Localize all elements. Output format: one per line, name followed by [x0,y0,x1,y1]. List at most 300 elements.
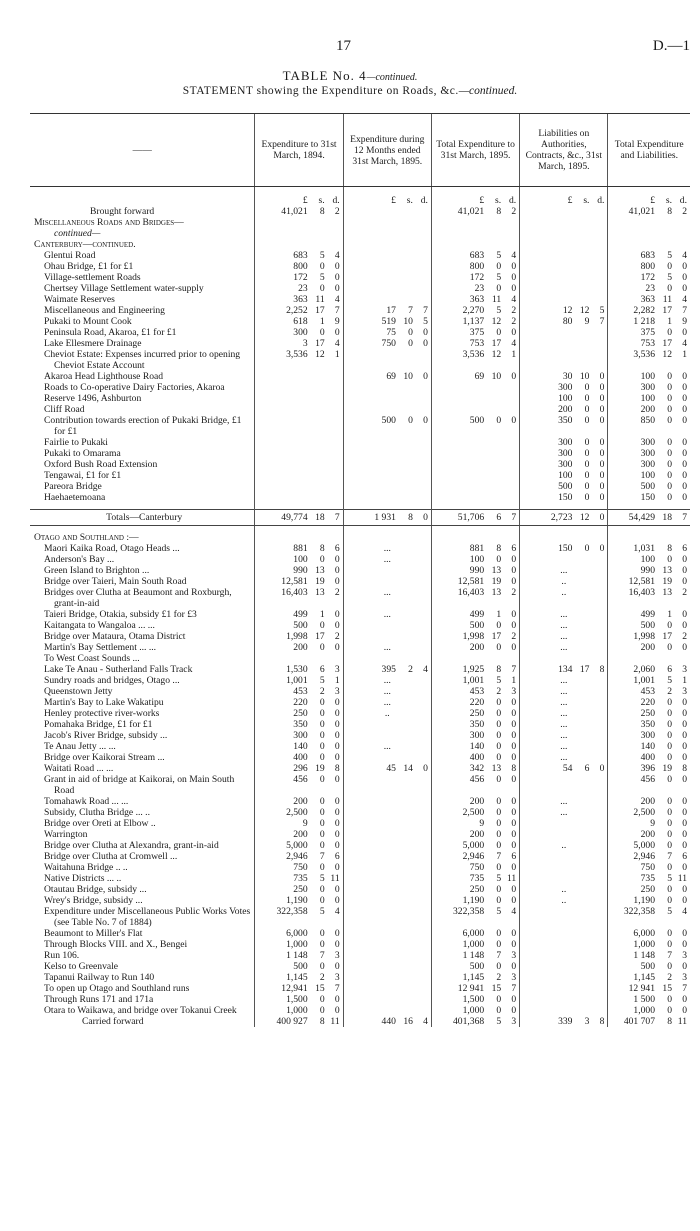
canterbury-row-desc [30,382,255,393]
otago-row-value5-pence: 0 [682,697,687,708]
otago-row-desc [30,554,255,565]
otago-row-col1 [255,587,343,609]
canterbury-row-value5-pence: 4 [682,294,687,305]
otago-row-col1 [255,686,343,697]
otago-row-value3-pence: 1 [511,675,517,686]
otago-row-col1 [255,1005,343,1016]
canterbury-row-value4-pence: 0 [599,393,605,404]
otago-row-col2 [343,664,431,675]
otago-row-col1 [255,840,343,851]
otago-row [30,543,690,554]
otago-row-value1 [255,719,342,730]
canterbury-row-value4-pounds: 300 [558,437,573,448]
canterbury-total-row-col1 [255,510,343,526]
otago-row-col1 [255,851,343,862]
otago-row-col3 [431,675,519,686]
canterbury-row-value2-pounds: 500 [381,415,396,426]
otago-row-value3-pounds: 1,190 [462,895,485,906]
otago-row-value3-pounds: 1,145 [462,972,485,983]
otago-row-value5-shillings: 0 [667,895,672,906]
canterbury-row-col2 [343,305,431,316]
canterbury-row-value5-pounds: 300 [640,459,655,470]
currency-units-4 [520,195,607,206]
canterbury-row-value5 [608,404,690,415]
otago-row-value5-pounds: 200 [640,796,655,807]
otago-row-value5-pounds: 2,946 [633,851,655,862]
otago-row-value3-pounds: 200 [469,642,485,653]
otago-row-value3-shillings: 0 [496,620,502,631]
otago-row-value1-pounds: 140 [293,741,308,752]
otago-row-desc [30,818,255,829]
otago-row-col5 [608,576,690,587]
otago-row-col2 [343,983,431,994]
canterbury-row-value4-pence: 0 [599,481,605,492]
otago-row-value2-dots: .. [384,708,390,719]
otago-row-label: Waitahuna Bridge .. .. [44,862,128,873]
canterbury-row-desc [30,437,255,448]
otago-row-value3-shillings: 8 [496,543,502,554]
canterbury-row-col4 [520,470,608,481]
canterbury-row-value5-pence: 0 [682,415,687,426]
otago-row-label: Bridge over Oreti at Elbow .. [44,818,156,829]
section-misc-row-col2 [343,217,431,228]
canterbury-row-value2-shillings: 0 [408,327,413,338]
otago-row-value4-dots: ... [560,719,568,730]
otago-row-value3 [432,851,519,862]
otago-row-value5-shillings: 0 [667,774,672,785]
canterbury-row-col5 [608,250,690,261]
otago-row-value1-shillings: 8 [319,543,325,554]
canterbury-row-col5 [608,448,690,459]
otago-row-value3-pounds: 220 [469,697,485,708]
otago-row-value5-shillings: 19 [662,763,672,774]
otago-row-value3-shillings: 15 [491,983,502,994]
canterbury-row-value5-pence: 0 [682,470,687,481]
otago-row-col4 [520,686,608,697]
otago-row-value2-pounds: 395 [381,664,396,675]
otago-row-value3 [432,818,519,829]
otago-row-col4 [520,994,608,1005]
otago-row-value1-pence: 0 [334,807,340,818]
canterbury-row-desc [30,294,255,305]
otago-heading-row-label: Otago and Southland :— [34,532,139,543]
brought-forward-row-value1-shillings: 8 [319,206,325,217]
carried-forward-row-value2-shillings: 16 [403,1016,413,1027]
otago-row-value1 [255,631,342,642]
otago-row-value3-shillings: 7 [496,950,502,961]
otago-row-value1-shillings: 0 [319,554,325,565]
otago-row-col5 [608,697,690,708]
otago-row-value4 [520,543,607,554]
canterbury-row-value4-shillings: 12 [579,305,590,316]
otago-row-value5 [608,631,690,642]
canterbury-row-value4-pence: 0 [599,371,605,382]
otago-row-col1 [255,708,343,719]
otago-row-value5-pence: 6 [682,543,687,554]
otago-row-desc [30,994,255,1005]
otago-row-label: Waitati Road ... ... [44,763,114,774]
otago-row-value5-shillings: 0 [667,884,672,895]
otago-row-value5-shillings: 2 [667,686,672,697]
section-misc-cont-row [30,228,690,239]
otago-row-col4 [520,587,608,609]
otago-row-value1 [255,862,342,873]
otago-row-col5 [608,631,690,642]
canterbury-row-col2 [343,415,431,437]
canterbury-row-col1 [255,349,343,371]
canterbury-row-col2 [343,459,431,470]
canterbury-row-label: Haehaetemoana [44,492,106,503]
otago-row-col4 [520,730,608,741]
canterbury-row-value5-pounds: 23 [645,283,655,294]
otago-row-value5-pence: 4 [682,906,687,917]
carried-forward-row-label: Carried forward [82,1016,144,1027]
otago-row-value1 [255,686,342,697]
canterbury-row-col3 [431,294,519,305]
otago-row-value4-pounds: 54 [562,763,573,774]
canterbury-row-value4 [520,393,607,404]
otago-row [30,895,690,906]
canterbury-row-col2 [343,272,431,283]
otago-row-col5 [608,763,690,774]
otago-row [30,873,690,884]
canterbury-row-col1 [255,404,343,415]
section-misc-cont-row-col3 [431,228,519,239]
otago-row-value4-dots: .. [561,884,567,895]
canterbury-row-col2 [343,492,431,503]
canterbury-row-col4 [520,338,608,349]
otago-row-value1-shillings: 0 [319,730,325,741]
brought-forward-row-value1 [255,206,342,217]
otago-row-value3-pence: 3 [511,972,517,983]
otago-row-col4 [520,554,608,565]
canterbury-row-value1-pounds: 23 [298,283,308,294]
otago-row-col3 [431,763,519,774]
otago-row-value5-pounds: 220 [640,697,655,708]
otago-row-value5-pence: 0 [682,939,687,950]
otago-row-value1-shillings: 0 [319,697,325,708]
otago-row-col4 [520,895,608,906]
currency-units-1 [255,195,342,206]
otago-row-value3 [432,543,519,554]
otago-row-value3-pounds: 750 [469,862,485,873]
table-body [30,187,690,1028]
canterbury-row-value1-pounds: 618 [293,316,308,327]
canterbury-row-value1-pounds: 3,536 [286,349,308,360]
otago-row [30,961,690,972]
canterbury-row-value2-pence: 0 [423,371,428,382]
otago-row-col5 [608,873,690,884]
otago-row-value5 [608,774,690,785]
canterbury-row-value2-shillings: 0 [408,415,413,426]
canterbury-row-value2 [344,338,431,349]
otago-row-value3 [432,686,519,697]
otago-row-value3-pence: 0 [511,719,517,730]
otago-row-value5-shillings: 19 [662,576,672,587]
otago-row-col1 [255,554,343,565]
canterbury-row-value1-pence: 1 [334,349,340,360]
otago-row-value5-shillings: 0 [667,928,672,939]
otago-row-value1-pounds: 100 [293,554,308,565]
carried-forward-row-value1-pounds: 400 927 [276,1016,308,1027]
otago-row [30,807,690,818]
otago-row-col1 [255,972,343,983]
otago-row-desc [30,543,255,554]
canterbury-row-value3-pence: 0 [511,261,517,272]
otago-row-col2 [343,752,431,763]
canterbury-row-label: Chertsey Village Settlement water-supply [44,283,204,294]
otago-row-value1-pounds: 12,581 [281,576,308,587]
canterbury-row-col4 [520,272,608,283]
canterbury-row-label: Cliff Road [44,404,85,415]
otago-row [30,939,690,950]
otago-row-value4-dots: ... [560,697,568,708]
otago-row-value3-pounds: 200 [469,829,485,840]
canterbury-row-value4-pounds: 500 [558,481,573,492]
canterbury-row-desc [30,349,255,371]
brought-forward-row [30,206,690,217]
otago-row-value1-pence: 0 [334,829,340,840]
otago-row-value1-pence: 0 [334,994,340,1005]
canterbury-row-col3 [431,393,519,404]
otago-row-value1 [255,873,342,884]
otago-row [30,719,690,730]
otago-row [30,730,690,741]
canterbury-row-col1 [255,371,343,382]
otago-row [30,576,690,587]
otago-row-value4-pence: 0 [599,543,605,554]
otago-row-value3 [432,873,519,884]
otago-row-col4 [520,906,608,928]
otago-row-col4 [520,1005,608,1016]
otago-row-value1-pence: 3 [334,686,340,697]
canterbury-row-value5-shillings: 0 [667,261,672,272]
otago-row-value3-pounds: 881 [469,543,485,554]
otago-row-col3 [431,609,519,620]
otago-row-value1-pounds: 1,530 [286,664,308,675]
otago-row-value5-pence: 0 [682,1005,687,1016]
otago-row-col4 [520,961,608,972]
otago-row-value1-pence: 0 [334,576,340,587]
canterbury-row-desc [30,338,255,349]
otago-row-value5 [608,642,690,653]
canterbury-row [30,492,690,503]
canterbury-row-value3-pence: 0 [511,371,517,382]
canterbury-row-col5 [608,338,690,349]
canterbury-row-col2 [343,448,431,459]
canterbury-row-value3-shillings: 12 [491,316,502,327]
brought-forward-row-value1-pence: 2 [334,206,340,217]
otago-row-value3 [432,554,519,565]
canterbury-total-row-desc [30,510,255,526]
canterbury-row-value1-shillings: 0 [319,327,325,338]
brought-forward-row-value5-shillings: 8 [667,206,672,217]
canterbury-row-value1 [255,250,342,261]
canterbury-row-value4-pounds: 100 [558,393,573,404]
otago-row-value2-dots: ... [383,642,391,653]
canterbury-row-col2 [343,261,431,272]
otago-row-col3 [431,752,519,763]
otago-row-label: Lake Te Anau - Sutherland Falls Track [44,664,193,675]
otago-row-value1 [255,752,342,763]
brought-forward-row-col1 [255,206,343,217]
otago-row-value3-shillings: 0 [496,961,502,972]
otago-row-value5 [608,961,690,972]
otago-row [30,840,690,851]
canterbury-row-col3 [431,459,519,470]
otago-row-value5-shillings: 0 [667,719,672,730]
otago-row-col4 [520,851,608,862]
otago-row-value1 [255,840,342,851]
canterbury-row-value2-shillings: 10 [403,316,413,327]
otago-row-value3-shillings: 0 [496,774,502,785]
otago-row-value2-dots: ... [383,587,391,598]
otago-row-value1-pounds: 1,000 [286,939,308,950]
canterbury-row-value5-pence: 7 [682,305,687,316]
otago-row-value3 [432,763,519,774]
canterbury-row-value4-shillings: 0 [584,437,590,448]
canterbury-row-col5 [608,459,690,470]
canterbury-row-value4-pounds: 80 [562,316,573,327]
otago-row-value1 [255,609,342,620]
canterbury-row-value4-shillings: 0 [584,470,590,481]
canterbury-row-value4-shillings: 0 [584,382,590,393]
section-misc-cont-row-label: continued— [54,228,101,239]
otago-row-value1-shillings: 0 [319,752,325,763]
otago-row-col1 [255,906,343,928]
canterbury-row-value4 [520,316,607,327]
brought-forward-row-value5-pence: 2 [682,206,687,217]
otago-row-value3 [432,741,519,752]
otago-row-value5-pounds: 400 [640,752,655,763]
table-title-main: TABLE No. 4 [282,68,367,83]
carried-forward-row-value4-shillings: 3 [584,1016,590,1027]
canterbury-row-value3-pence: 4 [511,294,517,305]
otago-row-col3 [431,653,519,664]
canterbury-total-row [30,510,690,526]
otago-row-desc [30,851,255,862]
otago-row [30,609,690,620]
otago-row-value4-dots: ... [560,686,568,697]
otago-row-value3-pence: 0 [511,774,517,785]
carried-forward-row-col2 [343,1016,431,1027]
otago-row-value1 [255,939,342,950]
otago-row-value5 [608,884,690,895]
otago-row-value5-pounds: 500 [640,620,655,631]
otago-row-value5-shillings: 15 [662,983,672,994]
canterbury-row-value5-shillings: 0 [667,382,672,393]
otago-row-value1-pence: 0 [334,730,340,741]
otago-row-value5-pence: 0 [682,796,687,807]
canterbury-row-value5-shillings: 0 [667,459,672,470]
otago-row-value3-pounds: 5,000 [462,840,485,851]
otago-row-value5-pence: 0 [682,576,687,587]
canterbury-row-value4-pounds: 300 [558,448,573,459]
otago-row-value3 [432,1005,519,1016]
otago-row-value1 [255,928,342,939]
otago-row-value1-shillings: 0 [319,829,325,840]
otago-row-value3 [432,609,519,620]
otago-row-col3 [431,796,519,807]
otago-row-value5-shillings: 0 [667,642,672,653]
currency-units-2 [344,195,431,206]
otago-row-value5-shillings: 2 [667,972,672,983]
otago-row-col2 [343,884,431,895]
otago-row-value1-pounds: 6,000 [286,928,308,939]
canterbury-row-value2-pounds: 17 [386,305,396,316]
otago-row [30,906,690,928]
otago-row-value5-shillings: 0 [667,620,672,631]
canterbury-row-col5 [608,371,690,382]
otago-row-label: Pomahaka Bridge, £1 for £1 [44,719,153,730]
otago-row-value5-shillings: 7 [667,950,672,961]
otago-row-value3-shillings: 0 [496,884,502,895]
otago-row-value5 [608,752,690,763]
otago-row-value2 [344,664,431,675]
canterbury-row-col2 [343,437,431,448]
otago-row-value1-shillings: 0 [319,796,325,807]
otago-row-desc [30,576,255,587]
otago-row-value1-pence: 6 [334,543,340,554]
otago-row-col3 [431,928,519,939]
canterbury-row-col1 [255,316,343,327]
otago-row-col3 [431,686,519,697]
otago-heading-row-col3 [431,532,519,543]
otago-row-value1-pounds: 12,941 [281,983,308,994]
otago-row-col3 [431,631,519,642]
otago-row-value2-dots: ... [383,554,391,565]
otago-row-value5-shillings: 5 [667,873,672,884]
currency-units-3 [432,195,519,206]
otago-row-col3 [431,554,519,565]
canterbury-row-value4-shillings: 9 [584,316,590,327]
otago-row-col5 [608,664,690,675]
otago-row-value5-pence: 0 [682,807,687,818]
canterbury-row-value5-pounds: 300 [640,448,655,459]
canterbury-row-value3-pence: 0 [511,327,517,338]
otago-row-value1-pounds: 200 [293,642,308,653]
otago-row-col2 [343,851,431,862]
otago-row-value5-shillings: 0 [667,708,672,719]
canterbury-row-label: Akaroa Head Lighthouse Road [44,371,164,382]
otago-row [30,620,690,631]
otago-row-value5-pounds: 500 [640,961,655,972]
canterbury-row-col3 [431,382,519,393]
canterbury-row-desc [30,327,255,338]
otago-row-value3-shillings: 0 [496,862,502,873]
canterbury-total-row-value5 [608,512,690,523]
canterbury-heading-row-col3 [431,239,519,250]
otago-row-value4-pounds: 150 [558,543,573,554]
otago-row-value1-pounds: 735 [293,873,308,884]
otago-row-value3-shillings: 8 [496,664,502,675]
canterbury-total-row-col4 [520,510,608,526]
otago-row-value5 [608,708,690,719]
otago-row-value1-shillings: 13 [315,587,325,598]
canterbury-row-value5-shillings: 5 [667,250,672,261]
column-header-total-exp-liab: Total Expenditure and Liabilities. [608,114,690,187]
otago-row-value1-pence: 2 [334,631,340,642]
otago-row-col1 [255,763,343,774]
otago-row-value5-pence: 2 [682,631,687,642]
canterbury-row-label: Ohau Bridge, £1 for £1 [44,261,134,272]
carried-forward-row-value2-pounds: 440 [381,1016,396,1027]
otago-row-value2-dots: ... [383,697,391,708]
canterbury-row-desc [30,261,255,272]
canterbury-row-value5 [608,492,690,503]
canterbury-row-desc [30,415,255,437]
otago-row-col1 [255,730,343,741]
